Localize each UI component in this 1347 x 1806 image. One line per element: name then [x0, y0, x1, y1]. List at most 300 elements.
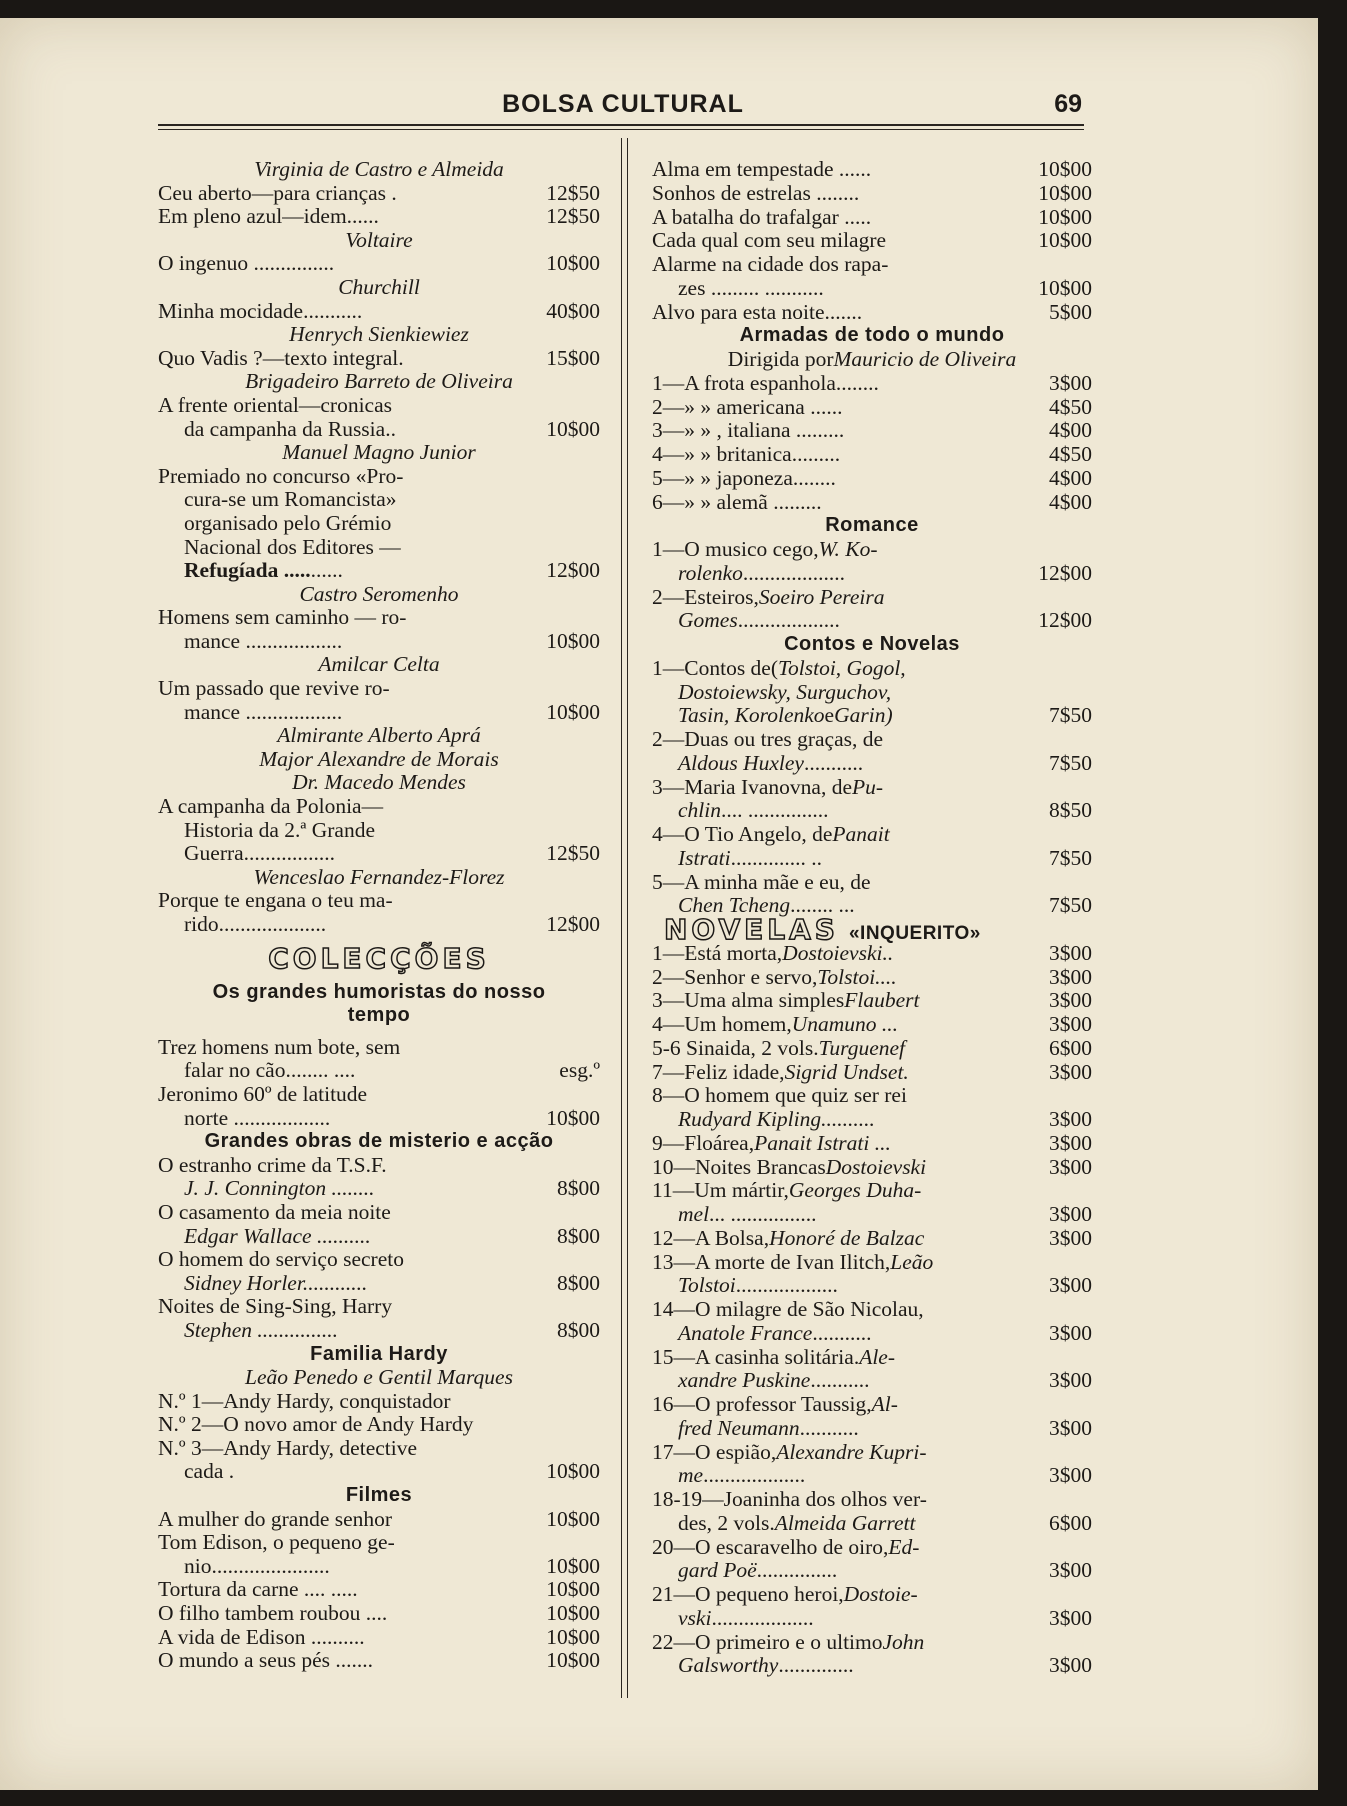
catalog-line — [158, 1295, 600, 1319]
book-title: 2—Senhor e servo, — [652, 964, 818, 989]
catalog-line — [652, 776, 1092, 800]
catalog-line — [652, 1298, 1092, 1322]
catalog-line — [158, 512, 600, 536]
catalog-line — [652, 301, 1092, 325]
catalog-line — [652, 1084, 1092, 1108]
price: 10$00 — [546, 628, 600, 653]
catalog-line — [158, 1225, 600, 1249]
book-title: A batalha do trafalgar ..... — [652, 204, 872, 229]
author-name: Dostoievski — [825, 1154, 927, 1179]
price: 6$00 — [1049, 1510, 1092, 1535]
price: 12$50 — [546, 204, 600, 229]
book-title: 16—O professor Taussig, — [652, 1392, 872, 1416]
catalog-line — [652, 1369, 1092, 1393]
book-title: A campanha da Polonia— — [158, 794, 384, 819]
book-title: Quo Vadis ?—texto integral. — [158, 345, 404, 370]
column-divider — [621, 138, 622, 1698]
book-title: cura-se um Romancista» — [184, 487, 397, 512]
catalog-line — [158, 1248, 600, 1272]
catalog-line — [652, 1274, 1092, 1298]
book-title: 5-6 Sinaida, 2 vols. — [652, 1035, 819, 1060]
book-title: Noites de Sing-Sing, Harry — [158, 1294, 393, 1319]
catalog-line — [158, 1626, 600, 1650]
book-title: ................... — [703, 1463, 806, 1488]
author-name: Stephen ............... — [184, 1317, 339, 1342]
author-name: Virginia de Castro e Almeida — [254, 157, 504, 181]
book-title: O casamento da meia noite — [158, 1199, 391, 1224]
price: 12$50 — [546, 180, 600, 205]
catalog-line — [652, 586, 1092, 610]
book-title: ........... — [799, 1415, 859, 1440]
book-title: 18-19—Joaninha dos olhos ver- — [652, 1487, 927, 1511]
catalog-line — [158, 1390, 600, 1414]
book-title: 5—A minha mãe e eu, de — [652, 869, 871, 894]
author-name: Amilcar Celta — [318, 652, 440, 677]
catalog-line — [652, 1179, 1092, 1203]
catalog-line — [158, 795, 600, 819]
catalog-line — [652, 799, 1092, 823]
book-title: Trez homens num bote, sem — [158, 1034, 401, 1059]
book-title: 4—Um homem, — [652, 1012, 792, 1036]
price: 3$00 — [1049, 1154, 1092, 1179]
catalog-line — [158, 300, 600, 324]
catalog-line — [652, 229, 1092, 253]
catalog-line — [652, 182, 1092, 206]
author-name: Honoré de Balzac — [769, 1225, 925, 1250]
price: 3$00 — [1049, 1605, 1092, 1630]
leader-dots: ...... — [310, 558, 343, 583]
book-title: des, 2 vols. — [678, 1510, 775, 1535]
book-title: Porque te engana o teu ma- — [158, 888, 393, 913]
author-name: Dostoiewsky, Surguchov, — [678, 679, 892, 704]
price: 10$00 — [546, 251, 600, 276]
catalog-line — [652, 609, 1092, 633]
author-name: Galsworthy — [678, 1653, 779, 1678]
catalog-line — [652, 1037, 1092, 1061]
catalog-line — [158, 1083, 600, 1107]
author-name: Panait — [832, 822, 890, 846]
price: 3$00 — [1049, 940, 1092, 965]
catalog-line — [652, 1417, 1092, 1441]
catalog-line — [158, 1413, 600, 1437]
price: 3$00 — [1049, 1059, 1092, 1084]
price: 10$00 — [1038, 204, 1092, 229]
book-title: 2—Esteiros, — [652, 584, 759, 609]
price: 12$00 — [546, 912, 600, 936]
author-name: Major Alexandre de Morais — [259, 746, 499, 771]
price: 8$00 — [557, 1176, 600, 1201]
book-title: zes ......... ........... — [678, 275, 824, 300]
catalog-line — [652, 1631, 1092, 1655]
catalog-line — [652, 396, 1092, 420]
book-title: O ingenuo ............... — [158, 251, 335, 276]
author-name: fred Neumann — [678, 1415, 800, 1440]
book-title: Dirigida por — [727, 347, 834, 371]
book-title: 2—» » americana ...... — [652, 394, 843, 419]
catalog-line — [158, 1460, 600, 1484]
page-number: 69 — [1054, 90, 1082, 118]
section-heading-text: NOVELAS — [664, 913, 839, 946]
catalog-line — [158, 1154, 600, 1178]
section-heading-text: COLECÇÕES — [268, 941, 490, 975]
catalog-line — [652, 206, 1092, 230]
book-title: 4—O Tio Angelo, de — [652, 822, 833, 846]
header-rule — [158, 124, 1084, 126]
author-name: Brigadeiro Barreto de Oliveira — [245, 369, 513, 394]
author-name: Almeida Garrett — [774, 1510, 916, 1535]
author-name: Garin) — [834, 703, 893, 728]
price: 8$50 — [1049, 798, 1092, 823]
book-title: Alvo para esta noite....... — [652, 299, 863, 324]
catalog-line — [652, 1227, 1092, 1251]
catalog-line — [652, 1512, 1092, 1536]
catalog-line — [652, 1393, 1092, 1417]
catalog-line — [652, 348, 1092, 372]
book-title: 3—» » , italiana ......... — [652, 418, 845, 443]
price: 4$00 — [1049, 418, 1092, 443]
book-title: Sonhos de estrelas ........ — [652, 180, 860, 205]
catalog-line — [158, 701, 600, 725]
price: 3$00 — [1049, 1273, 1092, 1298]
catalog-line — [652, 491, 1092, 515]
author-name: Ed- — [888, 1534, 920, 1559]
price: 10$00 — [546, 1506, 600, 1531]
subsection-heading: Romance — [825, 514, 919, 537]
catalog-line — [158, 488, 600, 512]
author-name: Georges Duha- — [788, 1178, 922, 1203]
author-name: Almirante Alberto Aprá — [277, 723, 481, 748]
author-name: Ale- — [859, 1344, 896, 1369]
author-name: gard Poë — [678, 1558, 757, 1583]
catalog-line — [158, 677, 600, 701]
catalog-line — [652, 1251, 1092, 1275]
book-title: N.º 1—Andy Hardy, conquistador — [158, 1388, 451, 1413]
catalog-line — [158, 1578, 600, 1602]
catalog-line — [652, 253, 1092, 277]
catalog-line — [158, 182, 600, 206]
book-title: 17—O espião, — [652, 1439, 777, 1464]
author-name: Henrych Sienkiewiez — [289, 322, 469, 347]
price: 12$00 — [1038, 560, 1092, 585]
price: 10$00 — [1038, 275, 1092, 300]
price: 7$50 — [1049, 703, 1092, 728]
author-name: Panait Istrati ... — [754, 1130, 891, 1155]
book-title: .... ............... — [721, 798, 829, 823]
catalog-line — [652, 277, 1092, 301]
page-sheet — [0, 18, 1318, 1790]
author-name: Castro Seromenho — [299, 581, 459, 606]
author-name: Manuel Magno Junior — [282, 440, 476, 465]
author-name: Leão — [890, 1249, 934, 1274]
author-name: Edgar Wallace .......... — [184, 1223, 371, 1248]
book-title: .............. .. — [730, 845, 822, 870]
book-title: Cada qual com seu milagre — [652, 228, 887, 253]
catalog-line — [652, 1013, 1092, 1037]
author-name: Alexandre Kupri- — [776, 1439, 927, 1464]
catalog-line — [652, 1536, 1092, 1560]
book-title: Nacional dos Editores — — [184, 534, 401, 559]
catalog-line — [158, 1602, 600, 1626]
catalog-line — [158, 819, 600, 843]
catalog-line — [652, 942, 1092, 966]
book-title: 7—Feliz idade, — [652, 1059, 785, 1084]
book-title: 8—O homem que quiz ser rei — [652, 1083, 907, 1108]
price: 3$00 — [1049, 1107, 1092, 1131]
right-column — [652, 158, 1092, 1678]
book-title: ................... — [742, 560, 846, 585]
price: 10$00 — [546, 1648, 600, 1673]
book-title: Refugíada ..... — [184, 558, 311, 583]
catalog-line — [652, 989, 1092, 1013]
book-title: ................... — [735, 1273, 838, 1298]
price: 12$50 — [546, 841, 600, 866]
subsection-heading: Os grandes humoristas do nosso — [212, 980, 546, 1003]
author-name: Dostoievski.. — [782, 940, 894, 965]
book-title: Minha mocidade........... — [158, 298, 363, 323]
price: 3$00 — [1049, 1225, 1092, 1250]
author-name: Tolstoi.... — [817, 964, 897, 989]
catalog-line — [158, 889, 600, 913]
book-title: .............. — [778, 1653, 854, 1678]
book-title: ........... — [803, 750, 864, 775]
price: 10$00 — [546, 1459, 600, 1484]
price: 8$00 — [557, 1317, 600, 1342]
catalog-line — [652, 657, 1092, 681]
catalog-line — [652, 752, 1092, 776]
book-title: Historia da 2.ª Grande — [184, 817, 376, 842]
catalog-line — [652, 1132, 1092, 1156]
catalog-line — [652, 372, 1092, 396]
subsection-heading: Contos e Novelas — [784, 633, 960, 655]
catalog-line — [652, 966, 1092, 990]
book-title: cada . — [184, 1459, 235, 1484]
author-name: Pu- — [852, 774, 884, 799]
catalog-line — [158, 1201, 600, 1225]
price: 40$00 — [546, 298, 600, 323]
book-title: Um passado que revive ro- — [158, 676, 390, 701]
book-title: 2—Duas ou tres graças, de — [652, 727, 884, 751]
price: 3$00 — [1049, 1463, 1092, 1488]
page-header — [158, 72, 1088, 122]
subsection-heading: Grandes obras de misterio e acção — [204, 1130, 554, 1153]
book-title: 13—A morte de Ivan Ilitch, — [652, 1249, 891, 1274]
book-title: Homens sem caminho — ro- — [158, 605, 407, 630]
price: 10$00 — [546, 1105, 600, 1130]
author-name: Gomes — [678, 608, 738, 633]
section-heading-colleccoes — [158, 937, 600, 981]
catalog-line — [652, 847, 1092, 871]
catalog-line — [158, 1036, 600, 1060]
catalog-line — [652, 1607, 1092, 1631]
price: 10$00 — [546, 1624, 600, 1649]
price: 10$00 — [1038, 180, 1092, 205]
price: 3$00 — [1049, 1558, 1092, 1583]
price: 7$50 — [1049, 893, 1092, 918]
book-title: rido.................... — [184, 912, 327, 936]
author-name: Unamuno ... — [791, 1012, 899, 1036]
book-title: ................... — [737, 608, 840, 633]
author-name: Chen Tcheng — [678, 893, 791, 918]
catalog-line — [158, 1319, 600, 1343]
book-title: N.º 3—Andy Hardy, detective — [158, 1435, 418, 1460]
catalog-line — [652, 1156, 1092, 1180]
author-name: Al- — [871, 1392, 898, 1416]
book-title: 20—O escaravelho de oiro, — [652, 1534, 889, 1559]
price: 10$00 — [546, 1553, 600, 1578]
book-title: ................... — [711, 1605, 814, 1630]
book-title: A vida de Edison .......... — [158, 1624, 365, 1649]
book-title: O homem do serviço secreto — [158, 1247, 404, 1272]
catalog-line — [652, 1654, 1092, 1678]
book-title: ............... — [756, 1558, 838, 1583]
book-title: 5—» » japoneza........ — [652, 465, 836, 490]
author-name: W. Ko- — [818, 537, 878, 561]
catalog-line — [158, 1272, 600, 1296]
price: 7$50 — [1049, 750, 1092, 775]
book-title: Em pleno azul—idem...... — [158, 204, 379, 229]
price: 10$00 — [546, 1577, 600, 1602]
catalog-line — [158, 536, 600, 560]
catalog-line — [652, 1346, 1092, 1370]
catalog-line — [652, 562, 1092, 586]
catalog-line — [652, 1464, 1092, 1488]
section-heading-novelas — [652, 913, 1092, 946]
catalog-line — [652, 1488, 1092, 1512]
subsection-heading: Filmes — [345, 1484, 413, 1507]
author-name: Dr. Macedo Mendes — [292, 770, 466, 795]
catalog-line — [158, 913, 600, 937]
author-name: mel — [678, 1202, 710, 1226]
running-title: BOLSA CULTURAL — [502, 90, 744, 118]
author-name: Anatole France — [678, 1320, 813, 1345]
book-title: A frente oriental—cronicas — [158, 392, 393, 417]
author-name: Soeiro Pereira — [758, 584, 885, 609]
author-name: Flaubert — [844, 988, 920, 1013]
author-name: chlin — [678, 798, 721, 823]
price: 3$00 — [1049, 1130, 1092, 1155]
book-title: 1—Está morta, — [652, 940, 783, 965]
book-title: O filho tambem roubou .... — [158, 1601, 388, 1626]
catalog-line — [652, 467, 1092, 491]
catalog-line — [652, 443, 1092, 467]
catalog-line — [652, 1322, 1092, 1346]
author-name: rolenko — [678, 560, 743, 585]
book-title: ... ................ — [709, 1202, 817, 1226]
book-title: mance .................. — [184, 699, 343, 724]
book-title: 22—O primeiro e o ultimo — [652, 1629, 883, 1654]
author-name: Wenceslao Fernandez-Florez — [253, 864, 505, 889]
author-name: Tasin, Korolenko — [678, 703, 825, 728]
catalog-line — [158, 559, 600, 583]
catalog-line — [652, 1061, 1092, 1085]
author-name: me — [678, 1463, 704, 1488]
catalog-line — [158, 465, 600, 489]
book-title: falar no cão........ .... — [184, 1058, 356, 1083]
catalog-line — [158, 842, 600, 866]
book-title: Guerra................. — [184, 841, 336, 866]
book-title: mance .................. — [184, 628, 343, 653]
author-name: Aldous Huxley — [678, 750, 804, 775]
book-title: 1—O musico cego, — [652, 537, 819, 561]
catalog-line — [652, 728, 1092, 752]
catalog-line — [158, 1059, 600, 1083]
price: 10$00 — [1038, 228, 1092, 253]
book-title: N.º 2—O novo amor de Andy Hardy — [158, 1412, 474, 1437]
price: 5$00 — [1049, 299, 1092, 324]
author-name: Istrati — [678, 845, 731, 870]
price: 4$00 — [1049, 465, 1092, 490]
price: 4$00 — [1049, 489, 1092, 514]
catalog-line — [652, 823, 1092, 847]
book-title: nio...................... — [184, 1553, 330, 1578]
price: 12$00 — [1038, 608, 1092, 633]
book-title: 3—Maria Ivanovna, de — [652, 774, 852, 799]
catalog-line — [652, 704, 1092, 728]
book-title: 6—» » alemã ......... — [652, 489, 822, 514]
price: 10$00 — [546, 416, 600, 441]
catalog-line — [158, 606, 600, 630]
author-name: Dostoie- — [843, 1582, 918, 1606]
catalog-line — [158, 1437, 600, 1461]
catalog-line — [158, 1555, 600, 1579]
book-title: Ceu aberto—para crianças . — [158, 180, 397, 205]
price: 3$00 — [1049, 370, 1092, 395]
book-title: 4—» » britanica......... — [652, 442, 841, 466]
book-title: Alarme na cidade dos rapa- — [652, 252, 889, 276]
book-title: 10—Noites Brancas — [652, 1154, 826, 1179]
book-title: ........... — [810, 1368, 870, 1393]
author-name: Rudyard Kipling.......... — [678, 1107, 875, 1131]
author-name: Churchill — [338, 274, 420, 299]
catalog-line — [652, 1583, 1092, 1607]
book-title: da campanha da Russia.. — [184, 416, 396, 441]
catalog-line — [652, 1108, 1092, 1132]
catalog-line — [652, 538, 1092, 562]
book-title: 11—Um mártir, — [652, 1178, 789, 1203]
price: 12$00 — [546, 558, 600, 583]
book-title: 1—A frota espanhola........ — [652, 370, 879, 395]
catalog-line — [158, 205, 600, 229]
book-title: Tortura da carne .... ..... — [158, 1577, 358, 1602]
header-rule-thin — [158, 129, 1084, 130]
catalog-line — [158, 1508, 600, 1532]
book-title: 21—O pequeno heroi, — [652, 1582, 844, 1606]
book-title: 14—O milagre de São Nicolau, — [652, 1297, 924, 1321]
book-title: 12—A Bolsa, — [652, 1225, 770, 1250]
price: 10$00 — [1038, 157, 1092, 181]
catalog-line — [158, 630, 600, 654]
price: 15$00 — [546, 345, 600, 370]
price: 4$50 — [1049, 394, 1092, 419]
catalog-line — [158, 394, 600, 418]
book-title: O mundo a seus pés ....... — [158, 1648, 373, 1673]
author-name: John — [882, 1629, 925, 1654]
catalog-line — [652, 1559, 1092, 1583]
book-title: Alma em tempestade ...... — [652, 157, 872, 181]
price: 4$50 — [1049, 442, 1092, 466]
book-title: Premiado no concurso «Pro- — [158, 463, 404, 488]
author-name: vski — [678, 1605, 712, 1630]
subsection-heading: Armadas de todo o mundo — [739, 324, 1005, 347]
author-name: Sidney Horler............ — [184, 1270, 368, 1295]
book-title: 3—Uma alma simples — [652, 988, 845, 1013]
catalog-line — [158, 1531, 600, 1555]
book-title: e — [824, 703, 835, 728]
author-name: Leão Penedo e Gentil Marques — [245, 1365, 513, 1390]
author-name: Turguenef — [818, 1035, 906, 1060]
book-title: Jeronimo 60º de latitude — [158, 1081, 368, 1106]
catalog-line — [158, 252, 600, 276]
